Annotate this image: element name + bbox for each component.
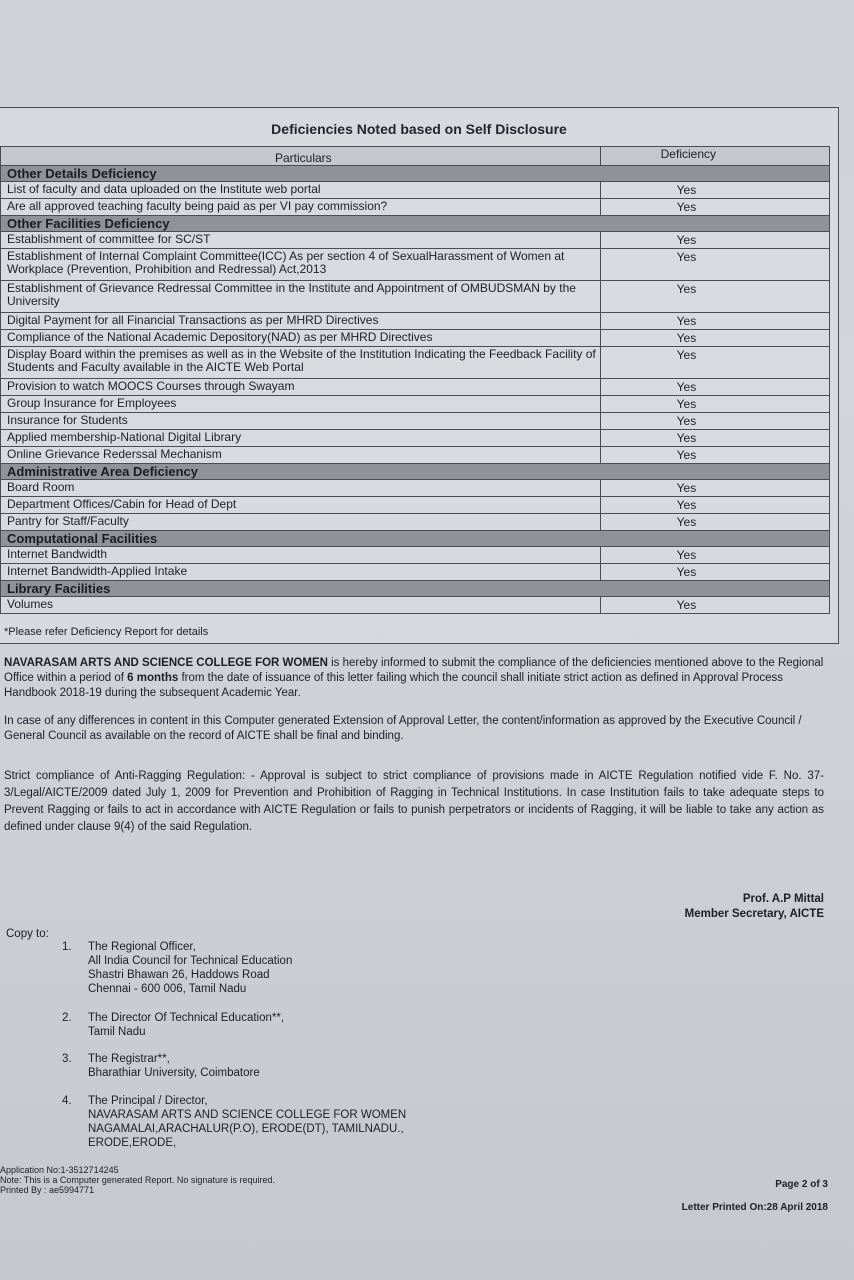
section-title: Library Facilities <box>1 581 830 597</box>
deficiency-box <box>0 107 839 644</box>
footer-info <box>0 1165 275 1195</box>
copy-to-number: 2. <box>62 1012 72 1024</box>
copy-to-line: The Principal / Director, <box>88 1095 208 1107</box>
deficiency-cell: Yes <box>600 249 829 281</box>
table-row <box>1 547 830 564</box>
deficiency-cell: Yes <box>600 396 829 413</box>
copy-to-line: Chennai - 600 006, Tamil Nadu <box>88 983 247 995</box>
differences-paragraph: In case of any differences in content in this Computer generated Extension of Approval Letter, the content/information as approved by the Executive Council / General Council as available on the record of AICTE shall be final and binding. <box>4 715 802 742</box>
deficiency-cell: Yes <box>600 281 829 313</box>
table-row <box>1 199 830 216</box>
table-row <box>1 249 830 281</box>
particular-cell: Board Room <box>1 480 601 497</box>
copy-to-line: The Regional Officer, <box>88 941 196 953</box>
table-row <box>1 379 830 396</box>
copy-to-number: 4. <box>62 1095 72 1107</box>
deficiency-cell: Yes <box>600 199 829 216</box>
deficiency-cell: Yes <box>600 497 829 514</box>
section-title: Administrative Area Deficiency <box>1 464 830 480</box>
particular-cell: Volumes <box>1 597 601 614</box>
compliance-text-a: is hereby informed to submit the compliance of the deficiencies mentioned above to the Regional Office within a period of <box>4 657 824 684</box>
table-row <box>1 347 830 379</box>
deficiency-table-title: Deficiencies Noted based on Self Disclosure <box>271 121 567 137</box>
section-title: Other Facilities Deficiency <box>1 216 830 232</box>
particular-cell: Pantry for Staff/Faculty <box>1 514 601 531</box>
section-row <box>1 581 830 597</box>
compliance-period: 6 months <box>127 672 179 684</box>
deficiency-cell: Yes <box>600 413 829 430</box>
copy-to-number: 3. <box>62 1053 72 1065</box>
deficiency-cell: Yes <box>600 547 829 564</box>
table-row <box>1 497 830 514</box>
copy-to-line: The Director Of Technical Education**, <box>88 1012 285 1024</box>
college-name: NAVARASAM ARTS AND SCIENCE COLLEGE FOR WOMEN <box>4 657 328 669</box>
signatory-block <box>685 892 824 922</box>
table-row <box>1 281 830 313</box>
compliance-paragraph <box>4 656 824 701</box>
particular-cell: Establishment of Grievance Redressal Committee in the Institute and Appointment of OMBUDSMAN by the University <box>1 281 601 313</box>
copy-to-line: ERODE,ERODE, <box>88 1137 177 1149</box>
copy-to-line: Bharathiar University, Coimbatore <box>88 1067 260 1079</box>
table-row <box>1 396 830 413</box>
section-row <box>1 531 830 547</box>
particular-cell: Applied membership-National Digital Library <box>1 430 601 447</box>
page-number: Page 2 of 3 <box>775 1179 828 1190</box>
table-row <box>1 480 830 497</box>
footer-note: Note: This is a Computer generated Report. No signature is required. <box>0 1175 275 1185</box>
deficiency-cell: Yes <box>600 379 829 396</box>
table-row <box>1 564 830 581</box>
deficiency-cell: Yes <box>600 564 829 581</box>
deficiency-cell: Yes <box>600 447 829 464</box>
table-row <box>1 232 830 249</box>
deficiency-cell: Yes <box>600 313 829 330</box>
table-header-row <box>1 147 830 166</box>
copy-to-line: Tamil Nadu <box>88 1026 146 1038</box>
table-row <box>1 597 830 614</box>
copy-to-line: All India Council for Technical Education <box>88 955 293 967</box>
table-row <box>1 330 830 347</box>
copy-to-line: NAGAMALAI,ARACHALUR(P.O), ERODE(DT), TAMILNADU., <box>88 1123 404 1135</box>
signatory-name: Prof. A.P Mittal <box>742 893 824 905</box>
particular-cell: Insurance for Students <box>1 413 601 430</box>
table-row <box>1 413 830 430</box>
copy-to-line: The Registrar**, <box>88 1053 170 1065</box>
signatory-designation: Member Secretary, AICTE <box>684 908 824 920</box>
printed-by: Printed By : ae5994771 <box>0 1185 95 1195</box>
deficiency-cell: Yes <box>600 430 829 447</box>
application-number: Application No:1-3512714245 <box>0 1165 119 1175</box>
printed-on-date: Letter Printed On:28 April 2018 <box>681 1202 828 1213</box>
particular-cell: Department Offices/Cabin for Head of Dept <box>1 497 601 514</box>
copy-to-line: Shastri Bhawan 26, Haddows Road <box>88 969 270 981</box>
particular-cell: Provision to watch MOOCS Courses through Swayam <box>1 379 601 396</box>
section-row <box>1 216 830 232</box>
table-row <box>1 447 830 464</box>
deficiency-table <box>0 146 830 614</box>
deficiency-cell: Yes <box>600 597 829 614</box>
particular-cell: Online Grievance Rederssal Mechanism <box>1 447 601 464</box>
table-row <box>1 430 830 447</box>
deficiency-table-body <box>1 166 830 614</box>
section-row <box>1 166 830 182</box>
section-title: Computational Facilities <box>1 531 830 547</box>
deficiency-cell: Yes <box>600 330 829 347</box>
table-row <box>1 313 830 330</box>
particular-cell: Establishment of Internal Complaint Committee(ICC) As per section 4 of SexualHarassment of Women at Workplace (Prevention, Prohibition and Redressal) Act,2013 <box>1 249 601 281</box>
particular-cell: Digital Payment for all Financial Transactions as per MHRD Directives <box>1 313 601 330</box>
particular-cell: Internet Bandwidth-Applied Intake <box>1 564 601 581</box>
particular-cell: Internet Bandwidth <box>1 547 601 564</box>
deficiency-header: Deficiency <box>600 147 829 166</box>
deficiency-cell: Yes <box>600 514 829 531</box>
anti-ragging-paragraph: Strict compliance of Anti-Ragging Regulation: - Approval is subject to strict compliance of provisions made in AICTE Regulation notified vide F. No. 37-3/Legal/AICTE/2009 dated July 1, 2009 for Prevention and Prohibition of Ragging in Technical Institutions. In case Institution fails to take adequate steps to Prevent Ragging or fails to act in accordance with AICTE Regulation or fails to punish perpetrators or incidents of Ragging, it will be liable to take any action as defined under clause 9(4) of the said Regulation. <box>4 770 824 833</box>
deficiency-cell: Yes <box>600 232 829 249</box>
deficiency-report-note: *Please refer Deficiency Report for details <box>4 626 209 638</box>
deficiency-cell: Yes <box>600 182 829 199</box>
particular-cell: Establishment of committee for SC/ST <box>1 232 601 249</box>
compliance-text-b: from the date of issuance of this letter failing which the council shall initiate strict action as defined in Approval Process Handbook 2018-19 during the subsequent Academic Year. <box>4 672 784 699</box>
section-title: Other Details Deficiency <box>1 166 830 182</box>
deficiency-cell: Yes <box>600 347 829 379</box>
particular-cell: Group Insurance for Employees <box>1 396 601 413</box>
deficiency-cell: Yes <box>600 480 829 497</box>
table-row <box>1 514 830 531</box>
section-row <box>1 464 830 480</box>
table-row <box>1 182 830 199</box>
particular-cell: List of faculty and data uploaded on the Institute web portal <box>1 182 601 199</box>
particular-cell: Display Board within the premises as well as in the Website of the Institution Indicating the Feedback Facility of Students and Faculty available in the AICTE Web Portal <box>1 347 601 379</box>
copy-to-line: NAVARASAM ARTS AND SCIENCE COLLEGE FOR WOMEN <box>88 1109 407 1121</box>
copy-to-label: Copy to: <box>6 928 49 940</box>
particular-cell: Compliance of the National Academic Depository(NAD) as per MHRD Directives <box>1 330 601 347</box>
particular-cell: Are all approved teaching faculty being paid as per VI pay commission? <box>1 199 601 216</box>
particulars-header: Particulars <box>1 147 601 166</box>
copy-to-number: 1. <box>62 941 72 953</box>
